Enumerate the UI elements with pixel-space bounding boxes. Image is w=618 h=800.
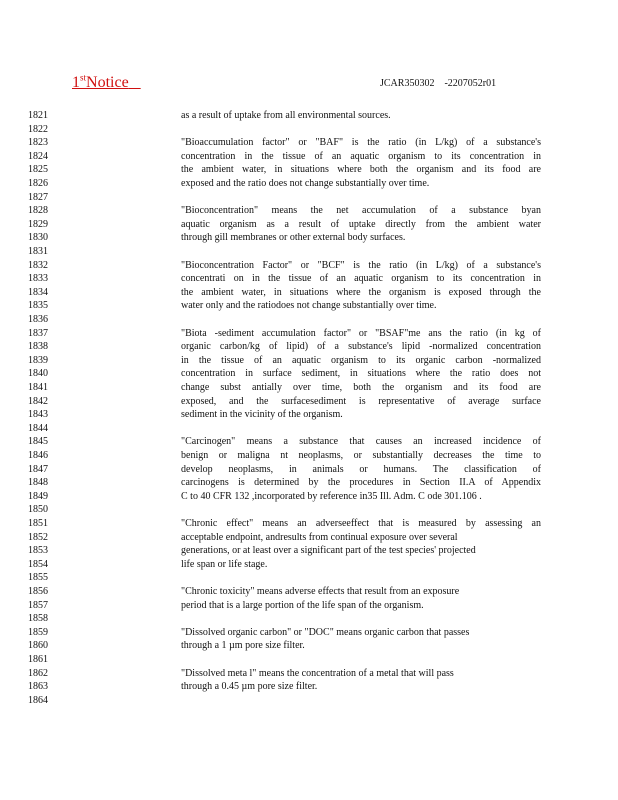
line-number: 1847	[28, 463, 48, 475]
line-number: 1857	[28, 599, 48, 611]
text-line: C to 40 CFR 132 ,incorporated by reference in35 Ill. Adm. C ode 301.106 .	[181, 490, 482, 502]
text-line: through a 1 µm pore size filter.	[181, 640, 305, 652]
line-number: 1823	[28, 137, 48, 149]
text-line: in the tissue of an aquatic organism to its organic carbon -normalized	[181, 354, 541, 366]
line-number: 1839	[28, 354, 48, 366]
text-line: carcinogens is determined by the procedures in Section II.A of Appendix	[181, 477, 541, 489]
line-number: 1849	[28, 490, 48, 502]
text-line: "Bioaccumulation factor" or "BAF" is the ratio (in L/kg) of a substance's	[181, 137, 541, 149]
text-line: exposed and the ratio does not change substantially over time.	[181, 178, 430, 189]
text-line: through gill membranes or other external body surfaces.	[181, 232, 406, 244]
line-number: 1858	[28, 613, 48, 625]
text-line: "Chronic toxicity" means adverse effects that result from an exposure	[181, 586, 460, 597]
line-number: 1825	[28, 164, 48, 176]
text-line: "Bioconcentration Factor" or "BCF" is the ratio (in L/kg) of a substance's	[181, 259, 541, 271]
line-number: 1844	[28, 422, 48, 434]
text-line: aquatic organism as a result of uptake directly from the ambient water	[181, 218, 541, 230]
text-line: develop neoplasms, in animals or humans. The classification of	[181, 463, 541, 475]
line-number: 1850	[28, 504, 48, 516]
text-line: the ambient water, in situations where the organism is exposed through the	[181, 286, 541, 298]
text-line: "Dissolved organic carbon" or "DOC" means organic carbon that passes	[181, 626, 470, 638]
line-number: 1852	[28, 531, 48, 543]
text-line: as a result of uptake from all environmental sources.	[181, 110, 391, 121]
line-number: 1833	[28, 273, 48, 285]
line-number: 1861	[28, 654, 48, 665]
line-number: 1826	[28, 178, 48, 189]
line-number: 1845	[28, 436, 48, 448]
line-number: 1846	[28, 450, 48, 461]
line-number: 1834	[28, 286, 48, 298]
line-number: 1864	[28, 694, 48, 706]
notice-superscript: st	[80, 72, 87, 83]
text-line: life span or life stage.	[181, 558, 268, 570]
text-line: "Chronic effect" means an adverseeffect that is measured by assessing an	[181, 518, 541, 529]
line-number: 1829	[28, 218, 48, 230]
document-id: JCAR350302 -2207052r01	[380, 78, 497, 89]
line-number: 1832	[28, 259, 48, 271]
line-number: 1838	[28, 341, 48, 353]
line-number: 1842	[28, 395, 48, 407]
text-line: concentrati on in the tissue of an aquatic organism to its concentration in	[181, 273, 541, 285]
line-number: 1843	[28, 409, 48, 421]
line-number: 1830	[28, 232, 48, 244]
text-line: "Dissolved meta l" means the concentration of a metal that will pass	[181, 667, 454, 679]
text-line: generations, or at least over a significant part of the test species' projected	[181, 545, 476, 557]
line-number: 1860	[28, 640, 48, 652]
text-line: change subst antially over time, both the organism and its food are	[181, 382, 541, 393]
text-line: acceptable endpoint, andresults from continual exposure over several	[181, 531, 458, 543]
line-number: 1828	[28, 205, 48, 217]
text-line: benign or maligna nt neoplasms, or substantially decreases the time to	[181, 450, 541, 461]
text-line: water only and the ratiodoes not change substantially over time.	[181, 300, 437, 312]
text-line: organic carbon/kg of lipid) of a substance's lipid -normalized concentration	[181, 341, 541, 353]
line-number: 1837	[28, 327, 48, 339]
notice-heading	[72, 74, 141, 92]
text-line: exposed, and the surfacesediment is representative of average surface	[181, 395, 541, 407]
line-number: 1851	[28, 518, 48, 529]
line-number: 1853	[28, 545, 48, 557]
line-number: 1854	[28, 558, 48, 570]
text-line: period that is a large portion of the life span of the organism.	[181, 599, 424, 611]
text-line: concentration in the tissue of an aquatic organism to its concentration in	[181, 150, 541, 162]
notice-ordinal: 1	[72, 74, 80, 91]
line-number: 1824	[28, 150, 48, 162]
line-number: 1863	[28, 681, 48, 693]
line-number: 1822	[28, 123, 48, 135]
line-number: 1827	[28, 191, 48, 203]
line-number: 1841	[28, 382, 48, 393]
text-line: "Biota -sediment accumulation factor" or "BSAF"me ans the ratio (in kg of	[181, 327, 541, 339]
text-line: concentration in surface sediment, in situations where the ratio does not	[181, 368, 541, 380]
line-number: 1848	[28, 477, 48, 489]
line-number: 1836	[28, 314, 48, 325]
line-number: 1855	[28, 572, 48, 584]
line-number: 1840	[28, 368, 48, 380]
line-number: 1831	[28, 246, 48, 257]
line-number: 1859	[28, 626, 48, 638]
text-line: through a 0.45 µm pore size filter.	[181, 681, 318, 693]
line-number: 1862	[28, 667, 48, 679]
line-number: 1835	[28, 300, 48, 312]
line-number: 1821	[28, 110, 48, 121]
notice-word: Notice	[86, 74, 129, 91]
line-number: 1856	[28, 586, 48, 597]
text-line: the ambient water, in situations where both the organism and its food are	[181, 164, 541, 176]
text-line: sediment in the vicinity of the organism.	[181, 409, 343, 421]
text-line: "Carcinogen" means a substance that causes an increased incidence of	[181, 436, 541, 448]
text-line: "Bioconcentration" means the net accumulation of a substance byan	[181, 205, 541, 217]
